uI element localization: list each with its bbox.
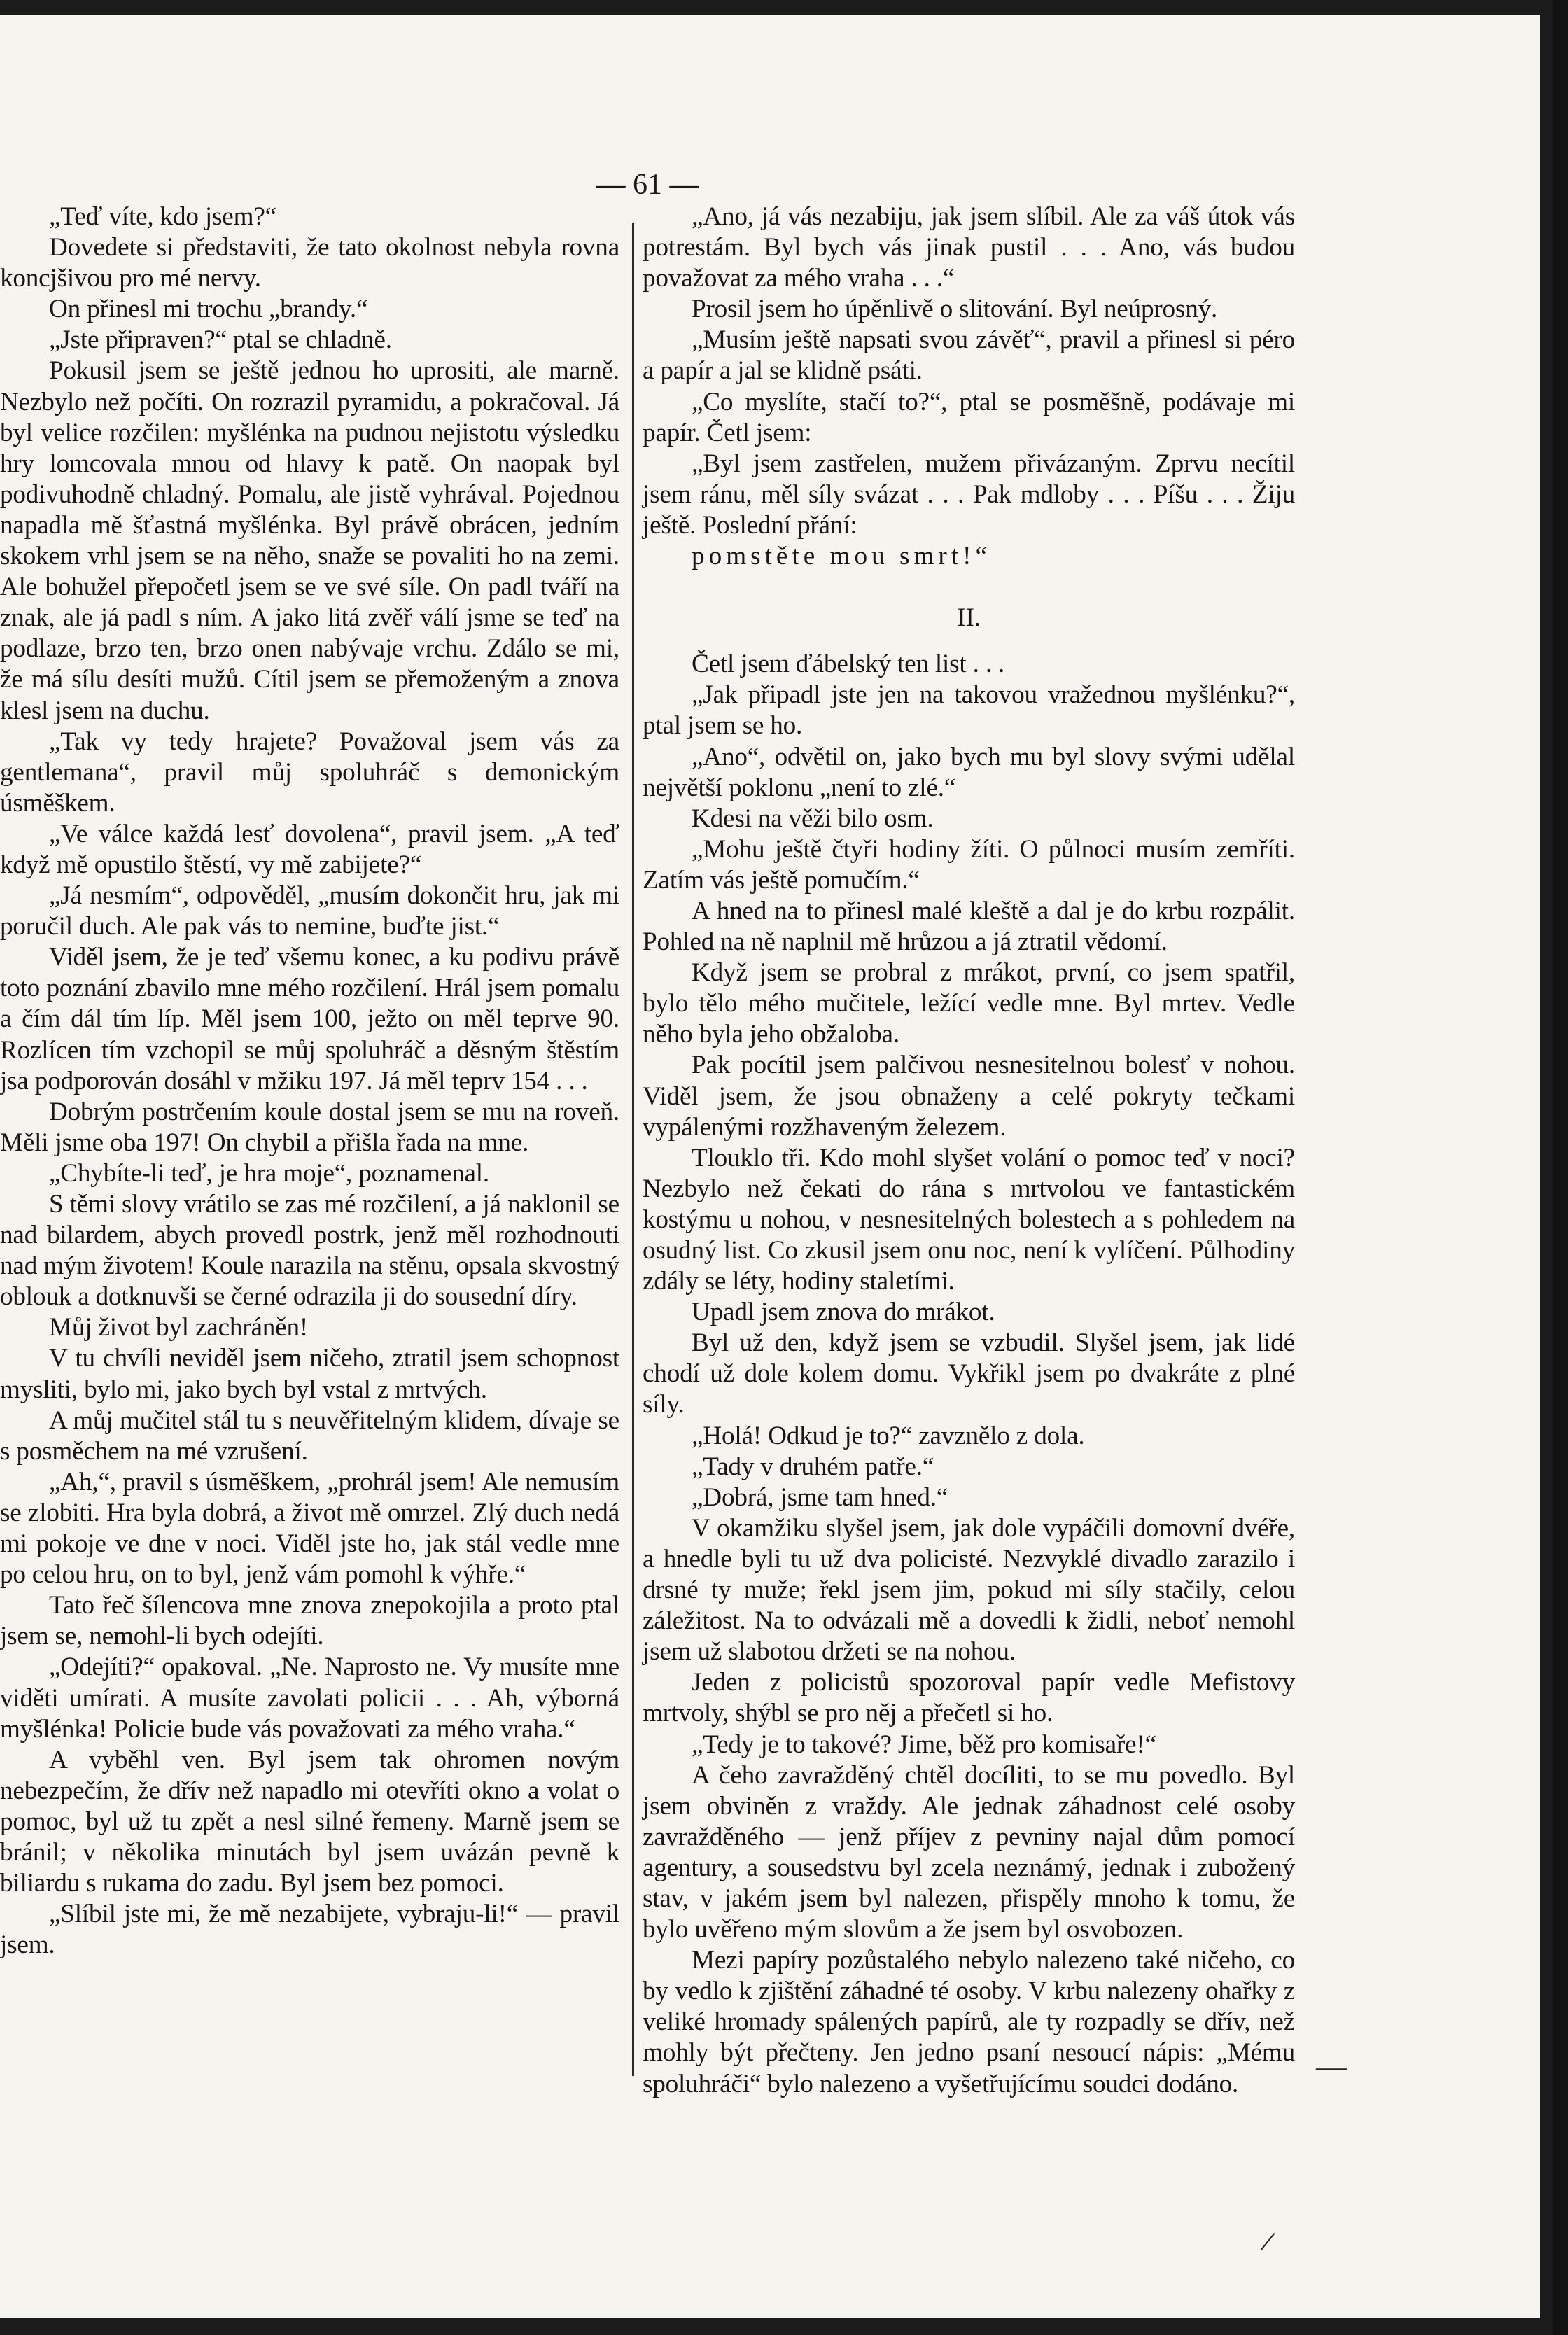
paragraph: „Tedy je to takové? Jime, běž pro komisaře!“ [692, 1730, 1156, 1759]
paragraph: „Ano, já vás nezabiju, jak jsem slíbil. Ale za váš útok vás potrestám. Byl bych vás jinak pustil . . . Ano, vás budou považovat za mého vraha . . .“ [643, 202, 1295, 293]
paragraph: A vyběhl ven. Byl jsem tak ohromen novým nebezpečím, že dřív než napadlo mi otevříti okno a volat o pomoc, byl už tu zpět a nesl silné řemeny. Marně jsem se bránil; v několika minutách byl jsem uvázán pevně k biliardu s rukama do zadu. Byl jsem bez pomoci. [0, 1745, 620, 1898]
paragraph: „Já nesmím“, odpověděl, „musím dokončit hru, jak mi poručil duch. Ale pak vás to nemine, buďte jist.“ [0, 881, 620, 941]
paragraph: „Jak připadl jste jen na takovou vražednou myšlénku?“, ptal jsem se ho. [643, 680, 1295, 741]
paragraph: „Ano“, odvětil on, jako bych mu byl slovy svými udělal největší poklonu „není to zlé.“ [643, 742, 1295, 802]
paragraph: A můj mučitel stál tu s neuvěřitelným klidem, dívaje se s posměchem na mé vzrušení. [0, 1405, 620, 1466]
paragraph: Viděl jsem, že je teď všemu konec, a ku podivu právě toto poznání zbavilo mne mého rozčilení. Hrál jsem pomalu a čím dál tím líp. Měl jsem 100, ježto on měl teprve 90. Rozlícen tím vzchopil se můj spoluhráč a děsným štěstím jsa podporován dosáhl v mžiku 197. Já měl teprv 154 . . . [0, 943, 620, 1095]
paragraph: Můj život byl zachráněn! [49, 1313, 309, 1342]
left-column [0, 202, 620, 1961]
right-column [643, 202, 1295, 2100]
paragraph: A čeho zavražděný chtěl docíliti, to se mu povedlo. Byl jsem obviněn z vraždy. Ale jednak záhadnost celé osoby zavražděného — jenž příjev z pevniny najal dům pomocí agentury, a sousedstvu byl zcela neznámý, jednak i zubožený stav, v jakém jsem byl nalezen, přispěly mnoho k tomu, že bylo uvěřeno mým slovům a že jsem byl osvobozen. [643, 1760, 1295, 1944]
paragraph: „Tady v druhém patře.“ [692, 1452, 934, 1481]
paragraph: Kdesi na věži bilo osm. [692, 804, 934, 833]
paragraph: Pak pocítil jsem palčivou nesnesitelnou bolesť v nohou. Viděl jsem, že jsou obnaženy a celé pokryty tečkami vypálenými rozžhaveným železem. [643, 1051, 1295, 1142]
paragraph: „Jste připraven?“ ptal se chladně. [49, 325, 392, 355]
paragraph: Dobrým postrčením koule dostal jsem se mu na roveň. Měli jsme oba 197! On chybil a přišla řada na mne. [0, 1097, 620, 1157]
paragraph: Četl jsem ďábelský ten list . . . [692, 650, 1005, 679]
paragraph: „Chybíte-li teď, je hra moje“, poznamenal. [49, 1158, 489, 1188]
paragraph: Upadl jsem znova do mrákot. [692, 1298, 995, 1327]
paragraph: „Mohu ještě čtyři hodiny žíti. O půlnoci musím zemříti. Zatím vás ještě pomučím.“ [643, 834, 1295, 895]
section-heading: II. [957, 603, 981, 633]
paragraph: On přinesl mi trochu „brandy.“ [49, 295, 368, 324]
paragraph: Když jsem se probral z mrákot, první, co jsem spatřil, bylo tělo mého mučitele, ležící vedle mne. Byl mrtev. Vedle něho byla jeho obžaloba. [643, 958, 1295, 1049]
paragraph: „Musím ještě napsati svou závěť“, pravil a přinesl si péro a papír a jal se klidně psáti. [643, 325, 1295, 386]
paragraph: Byl už den, když jsem se vzbudil. Slyšel jsem, jak lidé chodí už dole kolem domu. Vykřikl jsem po dvakráte z plné síly. [643, 1328, 1295, 1419]
paragraph: Tato řeč šílencova mne znova znepokojila a proto ptal jsem se, nemohl-li bych odejíti. [0, 1591, 620, 1651]
margin-stroke-mark: / [1257, 2224, 1278, 2259]
paragraph: Prosil jsem ho úpěnlivě o slitování. Byl neúprosný. [692, 295, 1218, 324]
paragraph: „Byl jsem zastřelen, mužem přivázaným. Zprvu necítil jsem ránu, měl síly svázat . . . Pak mdloby . . . Píšu . . . Žiju ještě. Poslední přání: [643, 449, 1295, 540]
page-number: — 61 — [596, 169, 699, 201]
paragraph: V tu chvíli neviděl jsem ničeho, ztratil jsem schopnost mysliti, bylo mi, jako bych byl vstal z mrtvých. [0, 1344, 620, 1404]
paragraph: „Tak vy tedy hrajete? Považoval jsem vás za gentlemana“, pravil můj spoluhráč s demonickým úsměškem. [0, 727, 620, 818]
paragraph: „Co myslíte, stačí to?“, ptal se posměšně, podávaje mi papír. Četl jsem: [643, 387, 1295, 447]
paragraph: Mezi papíry pozůstalého nebylo nalezeno také ničeho, co by vedlo k zjištění záhadné té osoby. V krbu nalezeny ohařky z veliké hromady spálených papírů, ale ty rozpadly se dřív, než mohly být přečteny. Jen jedno psaní nesoucí nápis: „Mému spoluhráči“ bylo nalezeno a vyšetřujícímu soudci dodáno. [643, 1946, 1295, 2098]
scan-edge [1553, 0, 1568, 2335]
paragraph: „Ah,“, pravil s úsměškem, „prohrál jsem! Ale nemusím se zlobiti. Hra byla dobrá, a život mě omrzel. Zlý duch nedá mi pokoje ve dne v noci. Viděl jste ho, jak stál vedle mne po celou hru, on to byl, jenž vám pomohl k výhře.“ [0, 1467, 620, 1590]
paragraph: „Ve válce každá lesť dovolena“, pravil jsem. „A teď když mě opustilo štěstí, vy mě zabijete?“ [0, 819, 620, 879]
paragraph: A hned na to přinesl malé kleště a dal je do krbu rozpálit. Pohled na ně naplnil mě hrůzou a já ztratil vědomí. [643, 896, 1295, 957]
paragraph: Pokusil jsem se ještě jednou ho uprositi, ale marně. Nezbylo než počíti. On rozrazil pyramidu, a pokračoval. Já byl velice rozčilen: myšlénka na pudnou nejistotu výsledku hry lomcovala mnou od hlavy k patě. On naopak byl podivuhodně chladný. Pomalu, ale jistě vyhrával. Pojednou napadla mě šťastná myšlénka. Byl právě obrácen, jedním skokem vrhl jsem se na něho, snaže se povaliti ho na zemi. Ale bohužel přepočetl jsem se ve své síle. On padl tváří na znak, ale já padl s ním. A jako litá zvěř válí jsme se teď na podlaze, brzo ten, brzo onen nabývaje vrchu. Zdálo se mi, že má sílu desíti mužů. Cítil jsem se přemoženým a znova klesl jsem na duchu. [0, 356, 620, 725]
paragraph: Dovedete si představiti, že tato okolnost nebyla rovna koncjšivou pro mé nervy. [0, 233, 620, 293]
paragraph: V okamžiku slyšel jsem, jak dole vypáčili domovní dvéře, a hnedle byli tu už dva policisté. Nezvyklé divadlo zarazilo i drsné ty muže; řekl jsem jim, pokud mi síly stačily, celou záležitost. Na to odvázali mě a dovedli k židli, neboť nemohl jsem už slabotou držeti se na nohou. [643, 1513, 1295, 1667]
paragraph: pomstěte mou smrt!“ [692, 542, 991, 571]
paragraph: „Teď víte, kdo jsem?“ [49, 202, 276, 231]
paragraph: „Dobrá, jsme tam hned.“ [692, 1482, 948, 1512]
newspaper-page [0, 15, 1540, 2318]
paragraph: „Odejíti?“ opakoval. „Ne. Naprosto ne. Vy musíte mne viděti umírati. A musíte zavolati policii . . . Ah, výborná myšlénka! Policie bude vás považovati za mého vraha.“ [0, 1653, 620, 1744]
margin-dash-mark: — [1316, 2049, 1347, 2084]
paragraph: S těmi slovy vrátilo se zas mé rozčilení, a já naklonil se nad bilardem, abych provedl postrk, jenž měl rozhodnouti nad mým životem! Koule narazila na stěnu, opsala skvostný oblouk a dotknuvši se černé odrazila ji do sousední díry. [0, 1190, 620, 1312]
paragraph: Tlouklo tři. Kdo mohl slyšet volání o pomoc teď v noci? Nezbylo než čekati do rána s mrtvolou ve fantastickém kostýmu u nohou, v nesnesitelných bolestech a s pohledem na osudný list. Co zkusil jsem onu noc, není k vylíčení. Půlhodiny zdály se léty, hodiny staletími. [643, 1143, 1295, 1296]
paragraph: „Slíbil jste mi, že mě nezabijete, vybraju-li!“ — pravil jsem. [0, 1900, 620, 1960]
column-divider [632, 223, 634, 2076]
paragraph: „Holá! Odkud je to?“ zavznělo z dola. [692, 1421, 1085, 1450]
paragraph: Jeden z policistů spozoroval papír vedle Mefistovy mrtvoly, shýbl se pro něj a přečetl si ho. [643, 1668, 1295, 1728]
